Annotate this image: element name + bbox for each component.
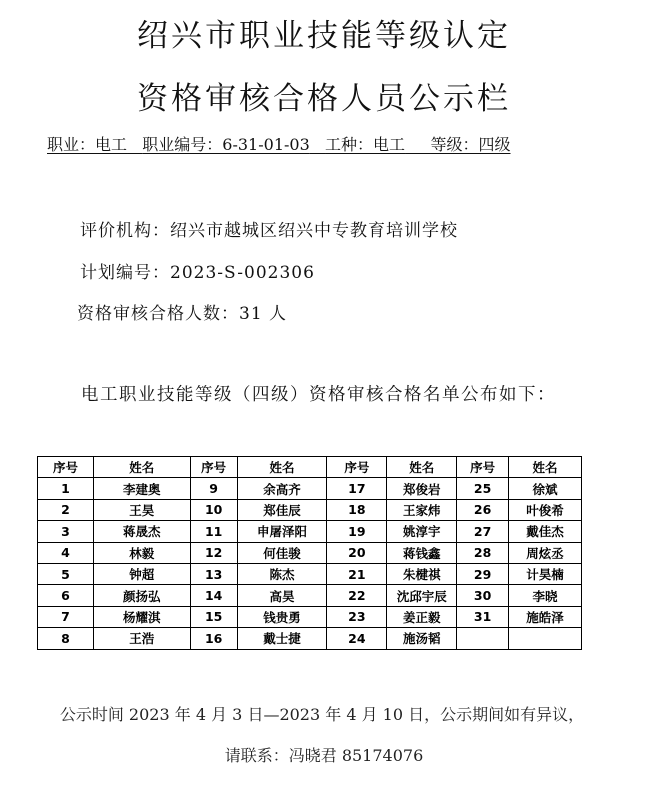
col-header-seq: 序号 [38,457,94,478]
col-header-name: 姓名 [237,457,327,478]
seq-cell [457,628,509,649]
table-header-row [38,457,582,478]
seq-cell: 10 [190,499,237,520]
seq-cell: 30 [457,585,509,606]
name-cell: 钱贵勇 [237,606,327,627]
list-intro: 电工职业技能等级（四级）资格审核合格名单公布如下： [81,385,556,405]
name-cell: 李建奥 [93,478,190,499]
name-cell: 杨耀淇 [93,606,190,627]
seq-cell: 6 [38,585,94,606]
name-cell: 叶俊希 [509,499,582,520]
seq-cell: 31 [457,606,509,627]
seq-cell: 3 [38,521,94,542]
table-row [38,499,582,520]
seq-cell: 13 [190,563,237,584]
seq-cell: 8 [38,628,94,649]
name-cell: 何佳骏 [237,542,327,563]
name-cell [509,628,582,649]
seq-cell: 20 [327,542,387,563]
col-header-name: 姓名 [509,457,582,478]
table-row [38,585,582,606]
col-header-name: 姓名 [93,457,190,478]
name-cell: 申屠泽阳 [237,521,327,542]
contact-info: 请联系：冯晓君 85174076 [224,746,424,765]
col-header-seq: 序号 [190,457,237,478]
name-cell: 蒋晟杰 [93,521,190,542]
occupation-label: 职业：电工 [47,135,128,154]
name-cell: 施汤韬 [387,628,457,649]
seq-cell: 7 [38,606,94,627]
table-row [38,628,582,649]
occupation-code: 职业编号：6-31-01-03 [142,135,310,154]
name-cell: 李晓 [509,585,582,606]
name-cell: 高昊 [237,585,327,606]
seq-cell: 12 [190,542,237,563]
table-row [38,563,582,584]
name-cell: 陈杰 [237,563,327,584]
name-cell: 计昊楠 [509,563,582,584]
seq-cell: 18 [327,499,387,520]
table-row [38,521,582,542]
name-cell: 姚淳宇 [387,521,457,542]
seq-cell: 4 [38,542,94,563]
seq-cell: 21 [327,563,387,584]
table-row [38,542,582,563]
seq-cell: 15 [190,606,237,627]
name-cell: 王浩 [93,628,190,649]
seq-cell: 17 [327,478,387,499]
col-header-seq: 序号 [327,457,387,478]
name-cell: 沈邱宇辰 [387,585,457,606]
qualified-roster-table [37,456,582,650]
seq-cell: 16 [190,628,237,649]
name-cell: 蒋钱鑫 [387,542,457,563]
seq-cell: 23 [327,606,387,627]
col-header-seq: 序号 [457,457,509,478]
seq-cell: 11 [190,521,237,542]
name-cell: 朱楗祺 [387,563,457,584]
seq-cell: 28 [457,542,509,563]
name-cell: 徐斌 [509,478,582,499]
seq-cell: 14 [190,585,237,606]
name-cell: 戴佳杰 [509,521,582,542]
seq-cell: 5 [38,563,94,584]
name-cell: 郑俊岩 [387,478,457,499]
evaluation-organization: 评价机构：绍兴市越城区绍兴中专教育培训学校 [80,221,458,241]
seq-cell: 22 [327,585,387,606]
seq-cell: 19 [327,521,387,542]
seq-cell: 27 [457,521,509,542]
name-cell: 周炫丞 [509,542,582,563]
seq-cell: 2 [38,499,94,520]
qualified-count: 资格审核合格人数：31 人 [77,304,288,324]
seq-cell: 26 [457,499,509,520]
name-cell: 林毅 [93,542,190,563]
table-row [38,606,582,627]
name-cell: 姜正毅 [387,606,457,627]
col-header-name: 姓名 [387,457,457,478]
name-cell: 郑佳辰 [237,499,327,520]
seq-cell: 25 [457,478,509,499]
name-cell: 戴士捷 [237,628,327,649]
name-cell: 王昊 [93,499,190,520]
publicity-period: 公示时间 2023 年 4 月 3 日—2023 年 4 月 10 日，公示期间如有异议， [59,705,585,724]
name-cell: 王家炜 [387,499,457,520]
name-cell: 余高齐 [237,478,327,499]
seq-cell: 24 [327,628,387,649]
page-title-line2: 资格审核合格人员公示栏 [137,81,511,117]
seq-cell: 9 [190,478,237,499]
plan-number: 计划编号：2023-S-002306 [80,263,315,283]
name-cell: 钟超 [93,563,190,584]
seq-cell: 1 [38,478,94,499]
job-type: 工种：电工 [325,135,406,154]
name-cell: 施皓泽 [509,606,582,627]
seq-cell: 29 [457,563,509,584]
level: 等级：四级 [430,135,511,154]
name-cell: 颜扬弘 [93,585,190,606]
occupation-info-line [47,132,511,155]
table-row [38,478,582,499]
page-title-line1: 绍兴市职业技能等级认定 [137,18,511,54]
